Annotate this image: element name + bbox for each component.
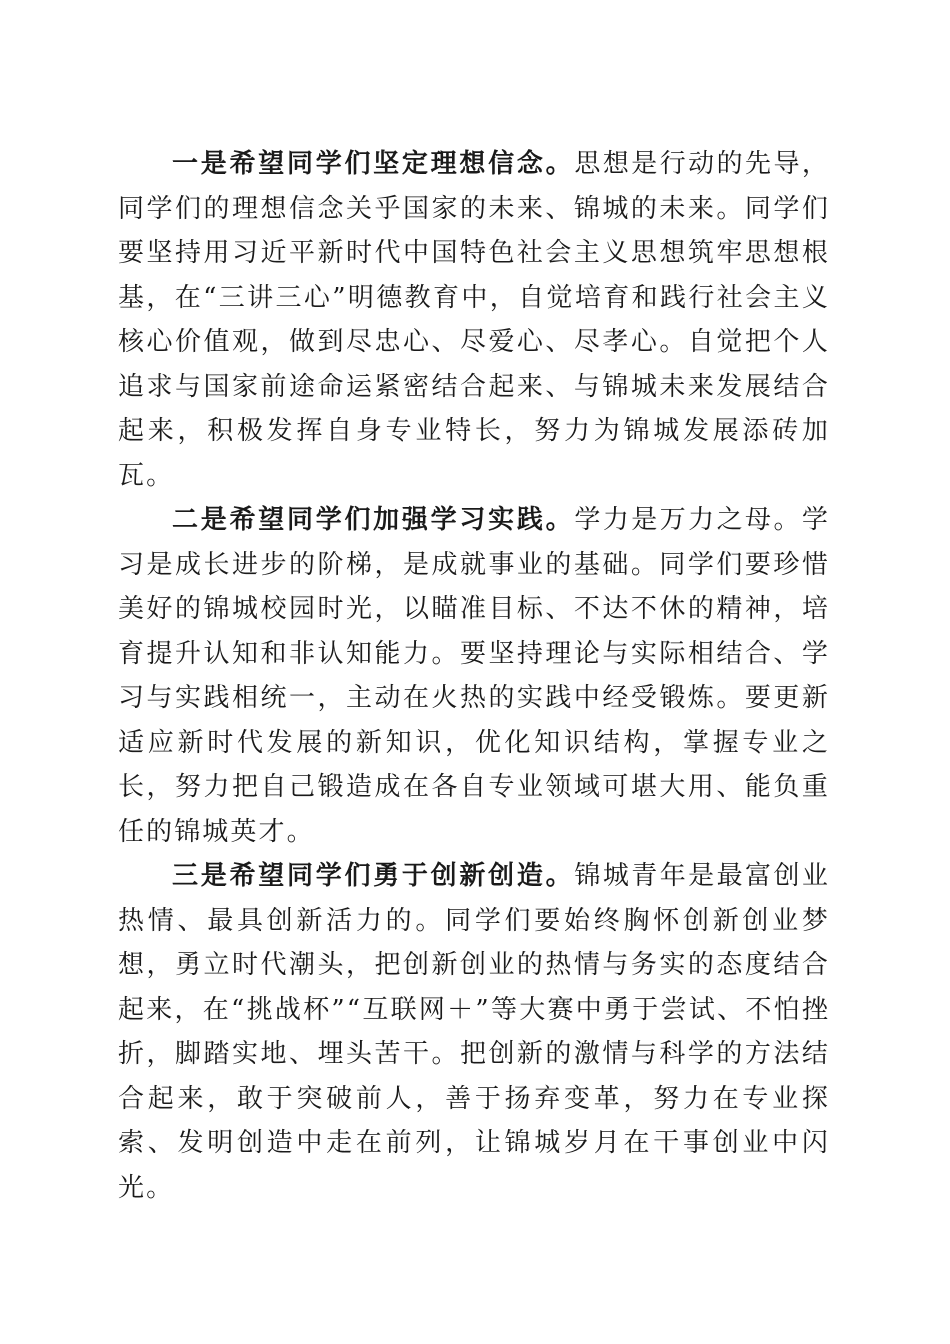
paragraph-3 xyxy=(118,854,830,1210)
paragraph-2 xyxy=(118,498,830,854)
paragraph-2-body: 学力是万力之母。学习是成长进步的阶梯，是成就事业的基础。同学们要珍惜美好的锦城校园时光，以瞄准目标、不达不休的精神，培育提升认知和非认知能力。要坚持理论与实际相结合、学习与实践相统一，主动在火热的实践中经受锻炼。要更新适应新时代发展的新知识，优化知识结构，掌握专业之长，努力把自己锻造成在各自专业领域可堪大用、能负重任的锦城英才。 xyxy=(118,505,830,847)
paragraph-2-lead: 二是希望同学们加强学习实践。 xyxy=(172,505,575,535)
paragraph-3-lead: 三是希望同学们勇于创新创造。 xyxy=(172,861,575,891)
paragraph-1 xyxy=(118,142,830,498)
paragraph-1-lead: 一是希望同学们坚定理想信念。 xyxy=(172,149,575,179)
paragraph-1-body: 思想是行动的先导，同学们的理想信念关乎国家的未来、锦城的未来。同学们要坚持用习近平新时代中国特色社会主义思想筑牢思想根基，在“三讲三心”明德教育中，自觉培育和践行社会主义核心价值观，做到尽忠心、尽爱心、尽孝心。自觉把个人追求与国家前途命运紧密结合起来、与锦城未来发展结合起来，积极发挥自身专业特长，努力为锦城发展添砖加瓦。 xyxy=(118,149,830,491)
document-body xyxy=(118,142,830,1210)
paragraph-3-body: 锦城青年是最富创业热情、最具创新活力的。同学们要始终胸怀创新创业梦想，勇立时代潮头，把创新创业的热情与务实的态度结合起来，在“挑战杯”“互联网＋”等大赛中勇于尝试、不怕挫折，脚踏实地、埋头苦干。把创新的激情与科学的方法结合起来，敢于突破前人，善于扬弃变革，努力在专业探索、发明创造中走在前列，让锦城岁月在干事创业中闪光。 xyxy=(118,861,830,1203)
